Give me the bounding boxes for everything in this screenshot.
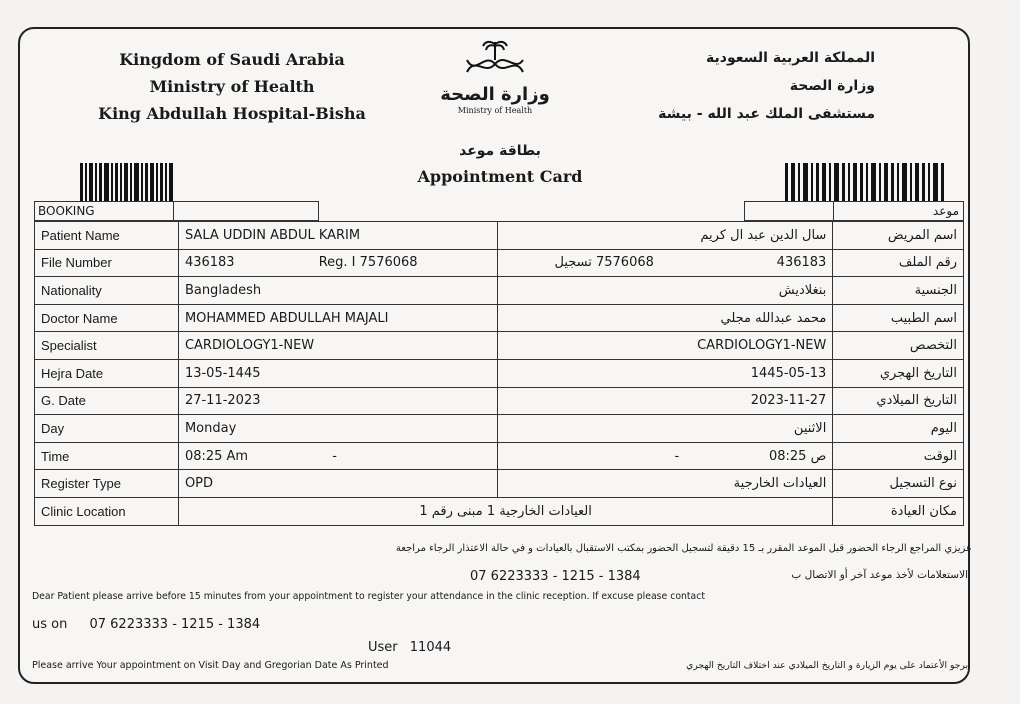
table-row <box>35 249 964 277</box>
header-country: Kingdom of Saudi Arabia <box>119 50 345 69</box>
hejra-date-label: Hejra Date <box>35 359 179 387</box>
specialist-value: CARDIOLOGY1-NEW <box>178 332 498 360</box>
palm-swords-icon <box>455 38 535 80</box>
file-number-ar: 436183 <box>776 255 827 271</box>
day-label: Day <box>35 415 179 443</box>
table-row <box>35 332 964 360</box>
header-english <box>92 46 372 127</box>
time-dash-ar: - <box>674 448 680 464</box>
nationality-value-ar: بنغلاديش <box>498 277 833 305</box>
patient-name-value-ar: سال الدين عبد ال كريم <box>498 222 833 250</box>
time-value <box>178 442 498 470</box>
hejra-date-label-ar: التاريخ الهجري <box>833 359 964 387</box>
table-row <box>35 470 964 498</box>
day-value: Monday <box>178 415 498 443</box>
user-label: User <box>368 640 398 655</box>
note-english-line1: Dear Patient please arrive before 15 minutes from your appointment to register your attendance in the clinic reception. If excuse please contact <box>32 591 705 602</box>
header-country-ar: المملكة العربية السعودية <box>706 50 875 66</box>
reg-number-ar: 7576068 تسجيل <box>554 255 654 271</box>
patient-name-label: Patient Name <box>35 222 179 250</box>
user-id: 11044 <box>409 640 452 655</box>
barcode-icon <box>785 163 947 201</box>
nationality-label-ar: الجنسية <box>833 277 964 305</box>
hejra-date-value-ar: 1445-05-13 <box>498 359 833 387</box>
clinic-location-value: العيادات الخارجية 1 مبنى رقم 1 <box>178 497 832 525</box>
doctor-name-label: Doctor Name <box>35 304 179 332</box>
table-row <box>35 442 964 470</box>
booking-value <box>174 201 319 221</box>
header-hospital: King Abdullah Hospital-Bisha <box>98 104 366 123</box>
patient-name-value: SALA UDDIN ABDUL KARIM <box>178 222 498 250</box>
contact-phone: 07 6223333 - 1215 - 1384 <box>89 617 261 632</box>
table-row <box>35 359 964 387</box>
gregorian-date-label-ar: التاريخ الميلادي <box>833 387 964 415</box>
header-hospital-ar: مستشفى الملك عبد الله - بيشة <box>658 106 875 122</box>
table-row <box>35 387 964 415</box>
register-type-value: OPD <box>178 470 498 498</box>
table-row <box>35 415 964 443</box>
appointment-table <box>34 221 964 526</box>
register-type-label-ar: نوع التسجيل <box>833 470 964 498</box>
time-dash: - <box>332 448 337 464</box>
file-number-label-ar: رقم الملف <box>833 249 964 277</box>
note-arabic-footer: برجو الأعتماد على يوم الزيارة و التاريخ الميلادي عند اختلاف التاريخ الهجري <box>686 660 968 671</box>
header-ministry: Ministry of Health <box>149 77 315 96</box>
register-type-value-ar: العيادات الخارجية <box>498 470 833 498</box>
nationality-label: Nationality <box>35 277 179 305</box>
header-arabic <box>640 44 875 128</box>
table-row <box>35 497 964 525</box>
time-value-ar <box>498 442 833 470</box>
patient-name-label-ar: اسم المريض <box>833 222 964 250</box>
booking-label-ar: موعد <box>834 201 964 221</box>
specialist-label: Specialist <box>35 332 179 360</box>
booking-value-ar <box>744 201 834 221</box>
table-row <box>35 304 964 332</box>
time-value-text-ar: ص 08:25 <box>768 448 827 464</box>
file-number-value-ar <box>498 249 833 277</box>
specialist-value-ar: CARDIOLOGY1-NEW <box>498 332 833 360</box>
ministry-logo <box>440 38 550 128</box>
file-number-label: File Number <box>35 249 179 277</box>
time-label: Time <box>35 442 179 470</box>
clinic-location-label: Clinic Location <box>35 497 179 525</box>
clinic-location-label-ar: مكان العيادة <box>833 497 964 525</box>
gregorian-date-label: G. Date <box>35 387 179 415</box>
time-value-text: 08:25 Am <box>184 448 249 464</box>
card-title: Appointment Card <box>417 167 583 186</box>
day-value-ar: الاثنين <box>498 415 833 443</box>
user-line <box>368 640 451 655</box>
time-label-ar: الوقت <box>833 442 964 470</box>
us-on-label: us on <box>32 617 68 632</box>
doctor-name-label-ar: اسم الطبيب <box>833 304 964 332</box>
day-label-ar: اليوم <box>833 415 964 443</box>
table-row <box>35 277 964 305</box>
file-number: 436183 <box>184 255 235 271</box>
note-english-footer: Please arrive Your appointment on Visit Day and Gregorian Date As Printed <box>32 660 389 671</box>
gregorian-date-value: 27-11-2023 <box>178 387 498 415</box>
card-title-arabic: بطاقة موعد <box>459 143 541 159</box>
logo-arabic-text: وزارة الصحة <box>440 84 550 105</box>
booking-label: BOOKING <box>34 201 174 221</box>
reg-number: Reg. I 7576068 <box>318 255 418 271</box>
nationality-value: Bangladesh <box>178 277 498 305</box>
register-type-label: Register Type <box>35 470 179 498</box>
file-number-value <box>178 249 498 277</box>
note-arabic-line1: عزيزي المراجع الرجاء الحضور قبل الموعد المقرر بـ 15 دقيقة لتسجيل الحضور بمكتب الاستقبال بالعيادات و في حالة الاعتذار الرجاء مراجعة <box>395 543 972 554</box>
doctor-name-value: MOHAMMED ABDULLAH MAJALI <box>178 304 498 332</box>
doctor-name-value-ar: محمد عبدالله مجلي <box>498 304 833 332</box>
table-row <box>35 222 964 250</box>
header-ministry-ar: وزارة الصحة <box>789 78 875 94</box>
barcode-icon <box>80 163 175 201</box>
gregorian-date-value-ar: 2023-11-27 <box>498 387 833 415</box>
contact-line <box>32 617 260 632</box>
logo-english-text: Ministry of Health <box>457 106 533 115</box>
note-arabic-line2: الاستعلامات لأخذ موعد آخر أو الاتصال ب <box>791 569 968 581</box>
specialist-label-ar: التخصص <box>833 332 964 360</box>
note-arabic-phone: 07 6223333 - 1215 - 1384 <box>470 569 641 584</box>
hejra-date-value: 13-05-1445 <box>178 359 498 387</box>
